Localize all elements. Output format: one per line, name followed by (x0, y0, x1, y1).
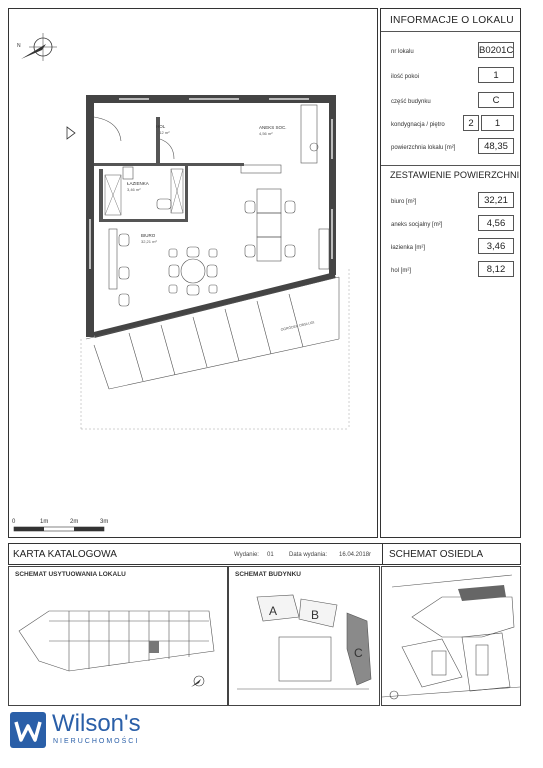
data-wydania-label: Data wydania: (289, 552, 328, 558)
panel-budynek (228, 566, 380, 706)
panel-osiedle (381, 566, 521, 706)
label-aneks: aneks socjalny [m²] (391, 222, 443, 228)
value-biuro: 32,21 (478, 192, 514, 208)
svg-text:C: C (354, 646, 363, 660)
floor-plan-drawing (9, 9, 377, 537)
value-czesc-budynku: C (478, 92, 514, 108)
svg-text:N: N (17, 43, 21, 49)
info-title: INFORMACJE O LOKALU (390, 15, 514, 26)
info-panel (380, 8, 521, 538)
wydanie-value: 01 (267, 552, 274, 558)
wilsons-logo (10, 712, 180, 752)
site-plan-small (9, 581, 227, 705)
panel-budynek-title: SCHEMAT BUDYNKU (235, 571, 301, 578)
svg-text:3m: 3m (100, 519, 109, 525)
building-schema (229, 579, 379, 705)
svg-text:4,56 m²: 4,56 m² (259, 131, 273, 136)
svg-text:1m: 1m (40, 519, 49, 525)
svg-text:A: A (269, 604, 278, 618)
schemat-osiedla-title: SCHEMAT OSIEDLA (389, 549, 484, 560)
label-czesc-budynku: część budynku (391, 99, 431, 105)
label-powierzchnia: powierzchnia lokalu [m²] (391, 145, 456, 151)
room-label-biuro: BIURO (141, 233, 156, 238)
karta-katalogowa-title: KARTA KATALOGOWA (13, 549, 117, 560)
label-lazienka: łazienka [m²] (391, 245, 426, 251)
label-kondygnacja: kondygnacja / piętro (391, 122, 445, 128)
svg-text:3,46 m²: 3,46 m² (127, 187, 141, 192)
svg-text:8,12 m²: 8,12 m² (156, 130, 170, 135)
room-label-aneks: ANEKS SOC. (259, 125, 287, 130)
data-wydania-value: 16.04.2018r (339, 552, 372, 558)
svg-text:B: B (311, 608, 320, 622)
logo-name: Wilson's (52, 710, 141, 737)
svg-text:OGRÓDEK OBSŁUGI: OGRÓDEK OBSŁUGI (280, 320, 315, 332)
room-label-hol: HOL (156, 124, 166, 129)
compass-icon (17, 33, 57, 61)
estate-schema (382, 567, 520, 705)
catalog-header-bar (8, 543, 521, 565)
panel-usytuowanie (8, 566, 228, 706)
room-label-lazienka: ŁAZIENKA (127, 181, 149, 186)
value-pietro: 1 (481, 115, 514, 131)
value-lazienka: 3,46 (478, 238, 514, 254)
svg-text:2m: 2m (70, 519, 79, 525)
label-hol: hol [m²] (391, 268, 412, 274)
compass-estate-icon (390, 691, 398, 699)
value-hol: 8,12 (478, 261, 514, 277)
label-biuro: biuro [m²] (391, 199, 417, 205)
value-aneks: 4,56 (478, 215, 514, 231)
floor-plan-frame (8, 8, 378, 538)
label-nr-lokalu: nr lokalu (391, 49, 414, 55)
compass-small-icon (191, 676, 204, 687)
label-ilosc-pokoi: ilość pokoi (391, 74, 420, 80)
wilsons-logo-icon (10, 712, 46, 752)
value-ilosc-pokoi: 1 (478, 67, 514, 83)
value-kondygnacja: 2 (463, 115, 479, 131)
scale-bar (14, 527, 104, 531)
svg-text:32,21 m²: 32,21 m² (141, 239, 157, 244)
summary-title: ZESTAWIENIE POWIERZCHNI (390, 170, 520, 180)
value-powierzchnia: 48,35 (478, 138, 514, 154)
logo-sub: NIERUCHOMOŚCI (53, 738, 140, 745)
svg-text:0: 0 (12, 519, 16, 525)
wydanie-label: Wydanie: (234, 552, 259, 558)
value-nr-lokalu: B0201C (478, 42, 514, 58)
panel-usytuowanie-title: SCHEMAT USYTUOWANIA LOKALU (15, 571, 126, 578)
